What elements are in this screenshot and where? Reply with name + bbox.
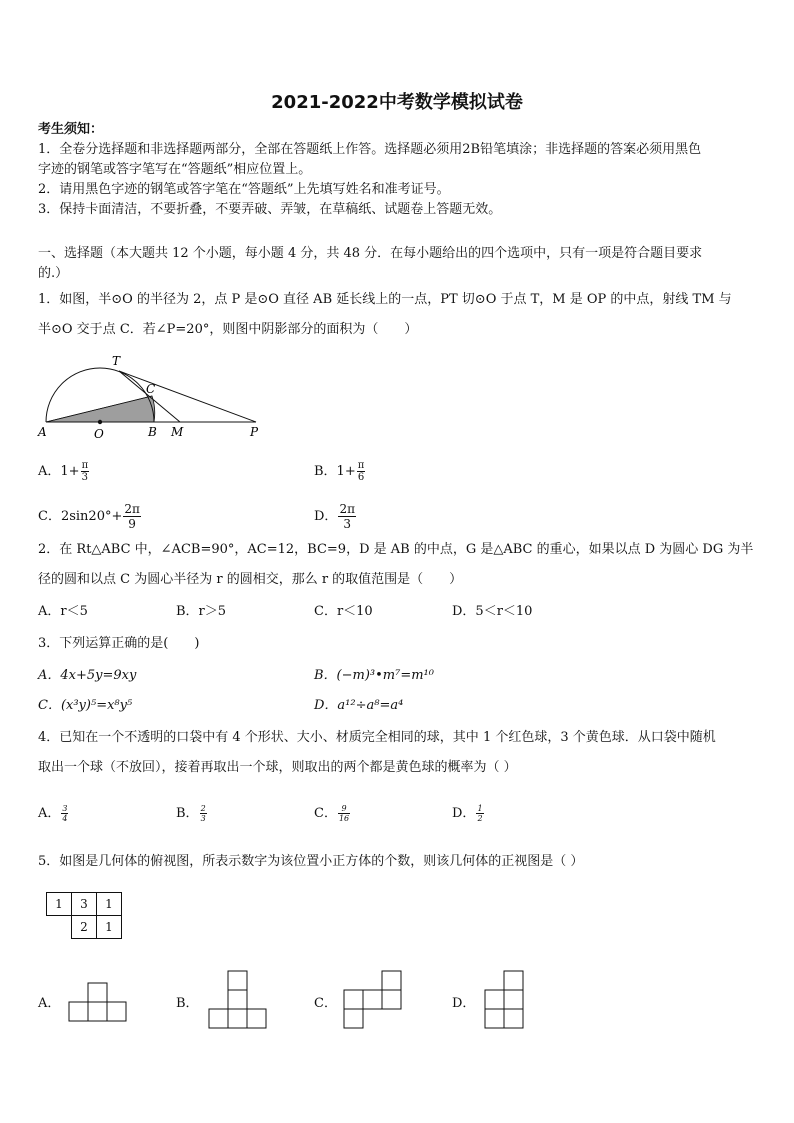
question-5-option-a-label[interactable]: A． (38, 996, 61, 1011)
question-4-option-a[interactable]: A． $\frac{3}{4}$ (38, 804, 68, 823)
question-1-option-d[interactable]: D． $\frac{2\pi}{3}$ (314, 502, 355, 531)
question-1-text-cont: 半⊙O 交于点 C．若∠P=20°，则图中阴影部分的面积为（ ） (38, 322, 418, 337)
question-2-option-b[interactable]: B．r＞5 (176, 604, 227, 619)
label-t: T (112, 354, 121, 368)
top-view-grid (46, 892, 126, 948)
question-5-option-d-figure[interactable] (484, 970, 528, 1032)
question-1-figure (34, 348, 274, 444)
question-4-option-d[interactable]: D． $\frac{1}{2}$ (452, 804, 483, 823)
question-4-text-cont: 取出一个球（不放回），接着再取出一个球，则取出的两个都是黄色球的概率为（ ） (38, 760, 517, 775)
grid-cell: 2 (71, 915, 97, 939)
label-c: C (146, 382, 156, 396)
notice-item-3: 3．保持卡面清洁，不要折叠，不要弄破、弄皱，在草稿纸、试题卷上答题无效。 (38, 202, 502, 217)
grid-cell: 1 (96, 915, 122, 939)
notice-heading: 考生须知： (38, 122, 104, 137)
question-5-option-c-figure[interactable] (342, 970, 404, 1032)
question-2-text: 2．在 Rt△ABC 中，∠ACB=90°，AC=12，BC=9，D 是 AB 的中点，G 是△ABC 的重心，如果以点 D 为圆心 DG 为半 (38, 542, 754, 557)
question-3-text: 3．下列运算正确的是( ) (38, 636, 200, 651)
label-o: O (94, 427, 104, 441)
question-5-option-c-label[interactable]: C． (314, 996, 337, 1011)
question-5-text: 5．如图是几何体的俯视图，所表示数字为该位置小正方体的个数，则该几何体的正视图是（ ） (38, 854, 584, 869)
grid-cell: 1 (46, 892, 72, 916)
label-a: A (38, 425, 47, 439)
question-3-option-d[interactable]: D．a¹²÷a⁸=a⁴ (314, 698, 404, 713)
notice-item-1: 1．全卷分选择题和非选择题两部分，全部在答题纸上作答。选择题必须用2B铅笔填涂；非选择题的答案必须用黑色 (38, 142, 702, 157)
question-1-option-b[interactable]: B．1+ $\frac{\pi}{6}$ (314, 460, 365, 483)
notice-item-2: 2．请用黑色字迹的钢笔或答字笔在“答题纸”上先填写姓名和准考证号。 (38, 182, 450, 197)
question-4-option-b[interactable]: B． $\frac{2}{3}$ (176, 804, 206, 823)
question-2-text-cont: 径的圆和以点 C 为圆心半径为 r 的圆相交，那么 r 的取值范围是（ ） (38, 572, 463, 587)
label-m: M (171, 425, 184, 439)
question-4-text: 4．已知在一个不透明的口袋中有 4 个形状、大小、材质完全相同的球，其中 1 个红色球，3 个黄色球．从口袋中随机 (38, 730, 716, 745)
question-5-option-d-label[interactable]: D． (452, 996, 476, 1011)
question-5-option-b-figure[interactable] (208, 970, 270, 1032)
question-2-option-a[interactable]: A．r＜5 (38, 604, 88, 619)
notice-item-1-cont: 字迹的钢笔或答字笔写在“答题纸”相应位置上。 (38, 162, 312, 177)
section-heading-cont: 的.） (38, 266, 69, 281)
grid-cell: 1 (96, 892, 122, 916)
question-2-option-c[interactable]: C．r＜10 (314, 604, 373, 619)
section-heading: 一、选择题（本大题共 12 个小题，每小题 4 分，共 48 分．在每小题给出的四个选项中，只有一项是符合题目要求 (38, 246, 703, 261)
center-point (98, 420, 102, 424)
question-2-option-d[interactable]: D．5＜r＜10 (452, 604, 533, 619)
question-5-option-a-figure[interactable] (68, 982, 130, 1024)
question-1-text: 1．如图，半⊙O 的半径为 2，点 P 是⊙O 直径 AB 延长线上的一点，PT 切⊙O 于点 T，M 是 OP 的中点，射线 TM 与 (38, 292, 732, 307)
label-b: B (148, 425, 157, 439)
question-5-option-b-label[interactable]: B． (176, 996, 199, 1011)
question-3-option-c[interactable]: C．(x³y)⁵=x⁸y⁵ (38, 698, 133, 713)
question-3-option-b[interactable]: B．(−m)³•m⁷=m¹⁰ (314, 668, 434, 683)
question-1-option-a[interactable]: A．1+ $\frac{\pi}{3}$ (38, 460, 89, 483)
question-1-option-c[interactable]: C．2sin20°+ $\frac{2\pi}{9}$ (38, 502, 140, 531)
question-3-option-a[interactable]: A．4x+5y=9xy (38, 668, 137, 683)
label-p: P (250, 425, 259, 439)
page-title: 2021-2022中考数学模拟试卷 (271, 92, 523, 113)
grid-cell: 3 (71, 892, 97, 916)
question-4-option-c[interactable]: C． $\frac{9}{16}$ (314, 804, 350, 823)
